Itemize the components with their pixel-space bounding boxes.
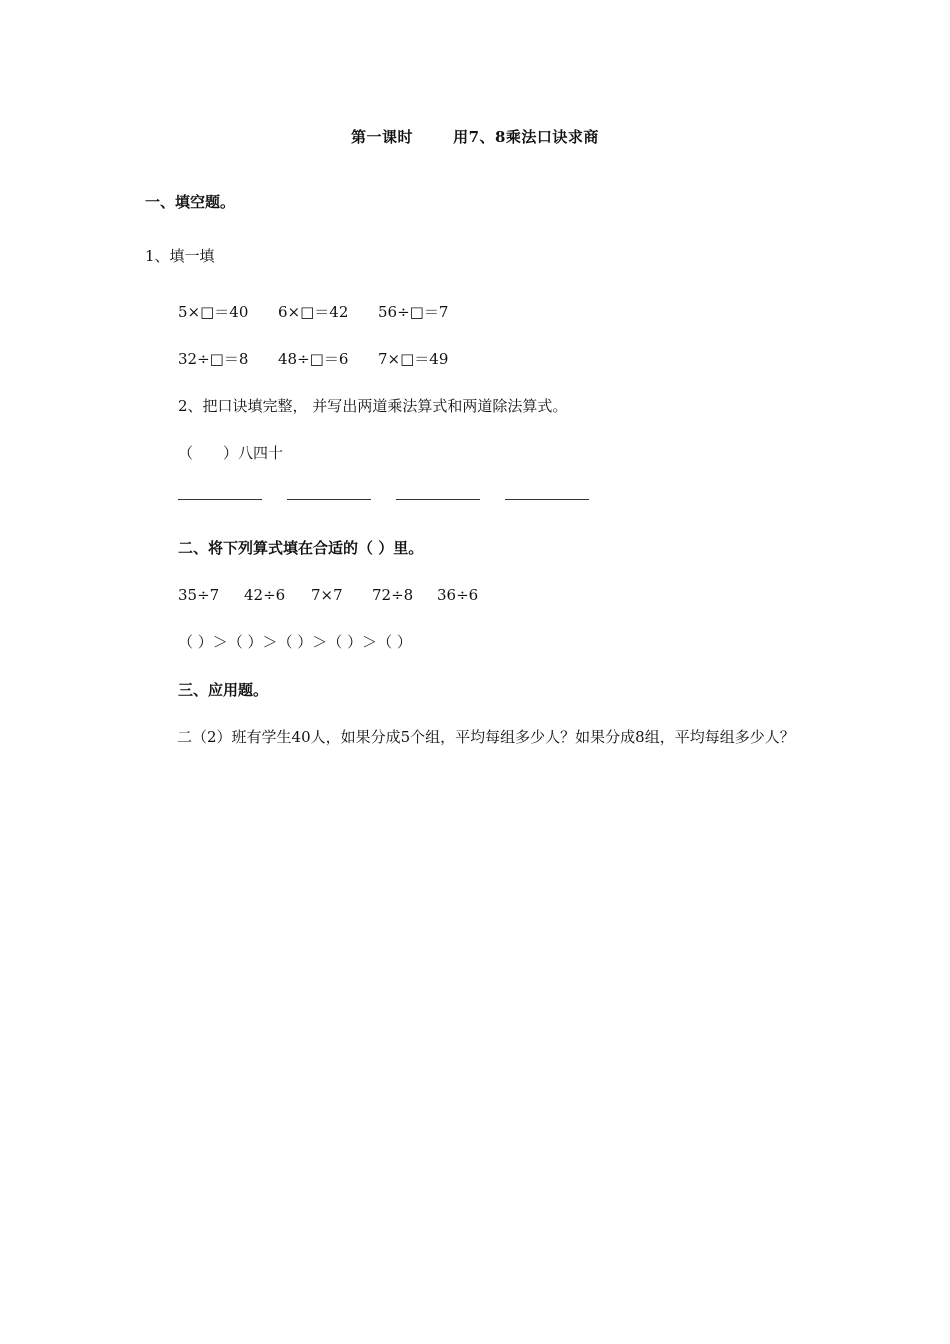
- equation: 48÷□＝6: [278, 350, 349, 368]
- answer-line-3: [396, 499, 480, 500]
- equation: 7×□＝49: [378, 350, 449, 368]
- answer-line-4: [505, 499, 589, 500]
- expression: 35÷7: [178, 586, 220, 604]
- answer-line-2: [287, 499, 371, 500]
- word-problem: 二（2）班有学生40人，如果分成5个组，平均每组多少人？如果分成8组，平均每组多少人？: [177, 728, 795, 746]
- ordering-blanks: （ ）＞（ ）＞（ ）＞（ ）＞（ ）: [178, 633, 412, 651]
- expression: 72÷8: [372, 586, 414, 604]
- section2-heading: 二、将下列算式填在合适的（ ）里。: [178, 539, 424, 557]
- equation-row-2: [178, 349, 448, 369]
- question1-label: 1、填一填: [145, 247, 215, 265]
- section1-heading: 一、填空题。: [145, 193, 236, 211]
- title-topic: 用7、8乘法口诀求商: [453, 128, 599, 146]
- expression: 36÷6: [437, 586, 479, 604]
- equation: 32÷□＝8: [178, 350, 249, 368]
- question2-label: 2、把口诀填完整， 并写出两道乘法算式和两道除法算式。: [178, 397, 568, 415]
- equation-row-1: [178, 302, 448, 322]
- page-title: [0, 127, 950, 147]
- title-lesson: 第一课时: [351, 128, 414, 146]
- rhyme-blank: （ ）八四十: [178, 444, 284, 462]
- equation: 56÷□＝7: [378, 303, 449, 321]
- equation: 5×□＝40: [178, 303, 249, 321]
- expression-row: [178, 585, 478, 605]
- expression: 7×7: [311, 586, 343, 604]
- answer-line-1: [178, 499, 262, 500]
- equation: 6×□＝42: [278, 303, 349, 321]
- expression: 42÷6: [244, 586, 286, 604]
- section3-heading: 三、应用题。: [178, 681, 269, 699]
